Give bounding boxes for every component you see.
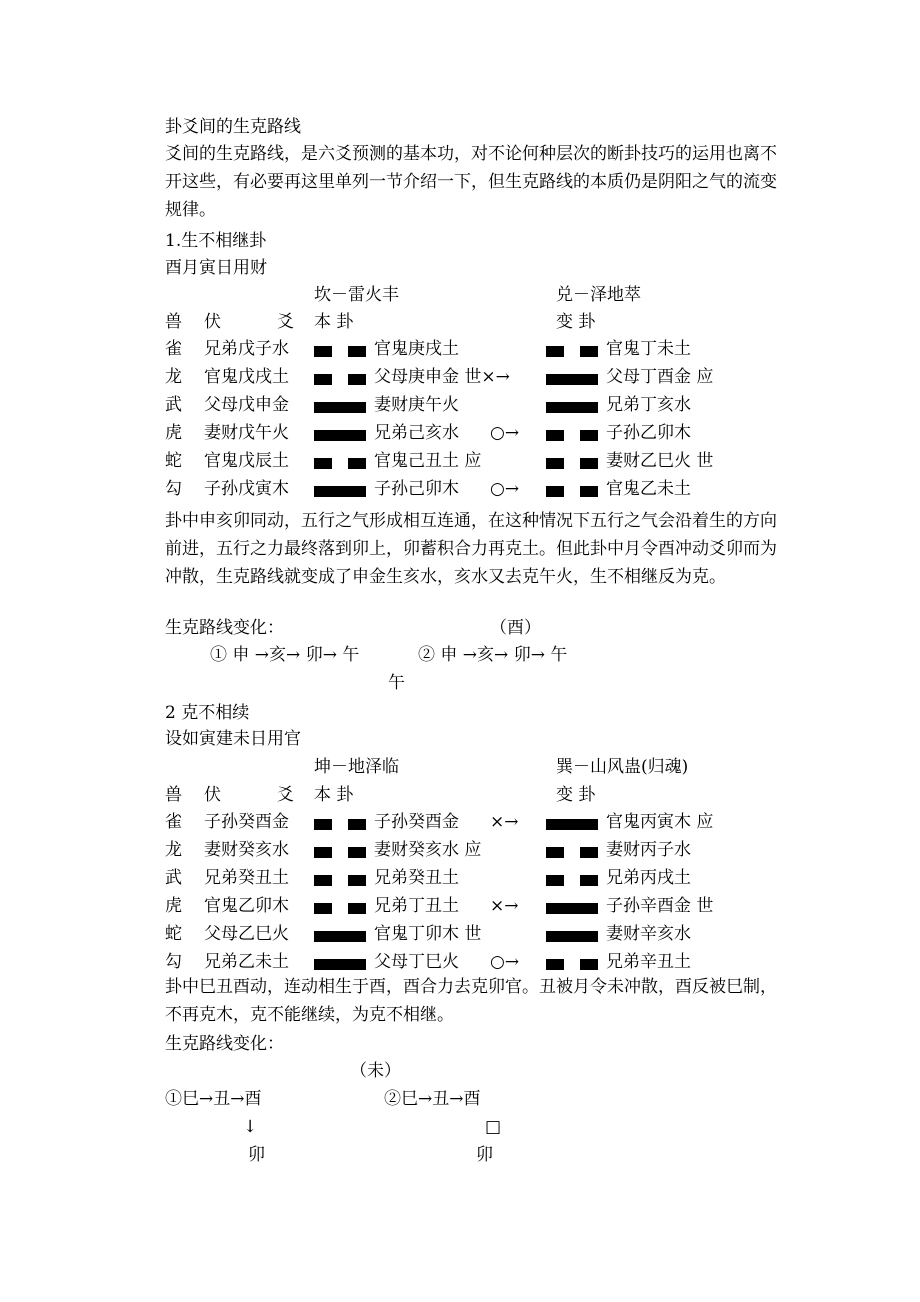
beast-label: 武	[165, 395, 182, 415]
section2-analysis: 卦中巳丑酉动，连动相生于酉，酉合力去克卯官。丑被月令未冲散，酉反被巳制，不再克木，克不能继续，为克不相继。	[165, 977, 777, 1025]
section1-change-gua-name: 兑－泽地萃	[556, 285, 641, 305]
main-yao-text: 妻财庚午火	[374, 395, 459, 415]
col-main-header: 本 卦	[314, 785, 354, 805]
main-yao-text: 妻财癸亥水 应	[374, 840, 482, 860]
change-yao-text: 兄弟辛丑土	[606, 952, 691, 972]
yin-line-icon	[314, 346, 366, 357]
col-hidden-header: 伏	[204, 785, 221, 805]
change-yao-text: 官鬼丁未土	[606, 339, 691, 359]
change-yao-symbol	[546, 897, 598, 919]
section1-route-1: ① 申 →亥→ 卯→ 午	[210, 645, 360, 665]
down-arrow-icon: ↓	[243, 1117, 258, 1137]
section1-route-month: （酉）	[490, 618, 541, 638]
yin-line-icon	[314, 847, 366, 858]
change-yao-symbol	[546, 953, 598, 975]
main-yao-symbol	[314, 869, 366, 891]
change-yao-text: 兄弟丙戌土	[606, 868, 691, 888]
col-yao-header: 爻	[277, 312, 294, 332]
change-yao-symbol	[546, 340, 598, 362]
main-yao-symbol	[314, 452, 366, 474]
beast-label: 蛇	[165, 451, 182, 471]
hidden-yao: 父母乙巳火	[204, 924, 289, 944]
section1-setup: 酉月寅日用财	[165, 258, 267, 278]
yang-line-icon	[546, 374, 598, 385]
intro-paragraph: 爻间的生克路线，是六爻预测的基本功，对不论何种层次的断卦技巧的运用也离不开这些，有必要再这里单列一节介绍一下，但生克路线的本质仍是阴阳之气的流变规律。	[165, 144, 777, 220]
yang-line-icon	[314, 430, 366, 441]
section1-route-2: ② 申 →亥→ 卯→ 午	[418, 645, 568, 665]
col-yao-header: 爻	[277, 785, 294, 805]
change-yao-symbol	[546, 396, 598, 418]
section2-route-month: （未）	[350, 1061, 401, 1081]
main-yao-text: 兄弟丁丑土	[374, 896, 459, 916]
change-mark: ○→	[490, 479, 520, 499]
main-yao-text: 官鬼丁卯木 世	[374, 924, 482, 944]
beast-label: 雀	[165, 339, 182, 359]
col-change-header: 变 卦	[556, 785, 596, 805]
section2-route-2-end: 卯	[476, 1145, 493, 1165]
main-yao-symbol	[314, 480, 366, 502]
change-yao-symbol	[546, 925, 598, 947]
yin-line-icon	[314, 819, 366, 830]
change-yao-text: 妻财丙子水	[606, 840, 691, 860]
hidden-yao: 兄弟戊子水	[204, 339, 289, 359]
change-yao-symbol	[546, 368, 598, 390]
section1-route-label: 生克路线变化：	[165, 618, 284, 638]
yin-line-icon	[314, 875, 366, 886]
beast-label: 蛇	[165, 924, 182, 944]
yang-line-icon	[314, 402, 366, 413]
section2-route-2: ②巳→丑→酉	[384, 1089, 481, 1109]
change-yao-symbol	[546, 869, 598, 891]
yin-line-icon	[546, 959, 598, 970]
change-mark: ○→	[490, 423, 520, 443]
hidden-yao: 子孙戊寅木	[204, 479, 289, 499]
beast-label: 勾	[165, 479, 182, 499]
section2-route-1-end: 卯	[248, 1145, 265, 1165]
section1-route-2-sub: 午	[388, 673, 405, 693]
yin-line-icon	[546, 486, 598, 497]
change-yao-text: 兄弟丁亥水	[606, 395, 691, 415]
hidden-yao: 官鬼戊戌土	[204, 367, 289, 387]
change-yao-text: 子孙辛酉金 世	[606, 896, 714, 916]
col-beast-header: 兽	[165, 785, 182, 805]
section2-main-gua-name: 坤－地泽临	[314, 757, 399, 777]
change-yao-text: 妻财辛亥水	[606, 924, 691, 944]
change-yao-symbol	[546, 841, 598, 863]
main-yao-symbol	[314, 841, 366, 863]
hidden-yao: 兄弟乙未土	[204, 952, 289, 972]
yin-line-icon	[546, 875, 598, 886]
beast-label: 雀	[165, 812, 182, 832]
yin-line-icon	[314, 374, 366, 385]
hidden-yao: 官鬼乙卯木	[204, 896, 289, 916]
yang-line-icon	[314, 931, 366, 942]
yang-line-icon	[314, 959, 366, 970]
yang-line-icon	[546, 402, 598, 413]
change-yao-text: 妻财乙巳火 世	[606, 451, 714, 471]
section2-change-gua-name: 巽－山风蛊(归魂)	[556, 757, 689, 777]
section2-route-1: ①巳→丑→酉	[165, 1089, 262, 1109]
main-yao-text: 兄弟癸丑土	[374, 868, 459, 888]
yang-line-icon	[546, 903, 598, 914]
change-yao-symbol	[546, 480, 598, 502]
main-yao-text: 兄弟己亥水	[374, 423, 459, 443]
section1-heading: 1.生不相继卦	[165, 231, 267, 251]
section1-main-gua-name: 坎－雷火丰	[314, 285, 399, 305]
section1-analysis: 卦中申亥卯同动，五行之气形成相互连通，在这种情况下五行之气会沿着生的方向前进，五行之力最终落到卯上，卯蓄积合力再克土。但此卦中月令酉冲动爻卯而为冲散，生克路线就变成了申金生亥水，亥水又去克午火，生不相继反为克。	[165, 511, 777, 587]
yin-line-icon	[314, 458, 366, 469]
hidden-yao: 妻财戊午火	[204, 423, 289, 443]
main-yao-symbol	[314, 396, 366, 418]
col-main-header: 本 卦	[314, 312, 354, 332]
main-yao-symbol	[314, 340, 366, 362]
beast-label: 武	[165, 868, 182, 888]
change-yao-symbol	[546, 813, 598, 835]
yang-line-icon	[546, 819, 598, 830]
main-yao-text: 父母庚申金 世×→	[374, 367, 510, 387]
section2-heading: 2 克不相续	[165, 703, 250, 723]
main-yao-symbol	[314, 813, 366, 835]
beast-label: 虎	[165, 423, 182, 443]
main-yao-symbol	[314, 897, 366, 919]
main-yao-text: 官鬼己丑土 应	[374, 451, 482, 471]
main-yao-text: 官鬼庚戌土	[374, 339, 459, 359]
change-yao-symbol	[546, 452, 598, 474]
yin-line-icon	[546, 346, 598, 357]
change-mark: ×→	[490, 812, 519, 832]
change-mark: ×→	[490, 896, 519, 916]
yin-line-icon	[546, 430, 598, 441]
section2-setup: 设如寅建未日用官	[165, 729, 301, 749]
col-hidden-header: 伏	[204, 312, 221, 332]
section2-route-label: 生克路线变化：	[165, 1034, 284, 1054]
main-yao-symbol	[314, 424, 366, 446]
beast-label: 龙	[165, 367, 182, 387]
yang-line-icon	[546, 931, 598, 942]
change-yao-text: 父母丁酉金 应	[606, 367, 714, 387]
change-yao-symbol	[546, 424, 598, 446]
change-yao-text: 官鬼乙未土	[606, 479, 691, 499]
yin-line-icon	[314, 903, 366, 914]
beast-label: 虎	[165, 896, 182, 916]
beast-label: 勾	[165, 952, 182, 972]
main-yao-text: 子孙己卯木	[374, 479, 459, 499]
main-yao-symbol	[314, 953, 366, 975]
main-yao-text: 子孙癸酉金	[374, 812, 459, 832]
page-title: 卦爻间的生克路线	[165, 117, 301, 137]
beast-label: 龙	[165, 840, 182, 860]
main-yao-text: 父母丁巳火	[374, 952, 459, 972]
col-change-header: 变 卦	[556, 312, 596, 332]
hidden-yao: 父母戊申金	[204, 395, 289, 415]
main-yao-symbol	[314, 925, 366, 947]
change-mark: ○→	[490, 952, 520, 972]
hidden-yao: 妻财癸亥水	[204, 840, 289, 860]
main-yao-symbol	[314, 368, 366, 390]
col-beast-header: 兽	[165, 312, 182, 332]
hidden-yao: 官鬼戊辰土	[204, 451, 289, 471]
square-icon: □	[485, 1117, 502, 1137]
change-yao-text: 子孙乙卯木	[606, 423, 691, 443]
hidden-yao: 子孙癸酉金	[204, 812, 289, 832]
hidden-yao: 兄弟癸丑土	[204, 868, 289, 888]
yang-line-icon	[314, 486, 366, 497]
yin-line-icon	[546, 458, 598, 469]
yin-line-icon	[546, 847, 598, 858]
change-yao-text: 官鬼丙寅木 应	[606, 812, 714, 832]
